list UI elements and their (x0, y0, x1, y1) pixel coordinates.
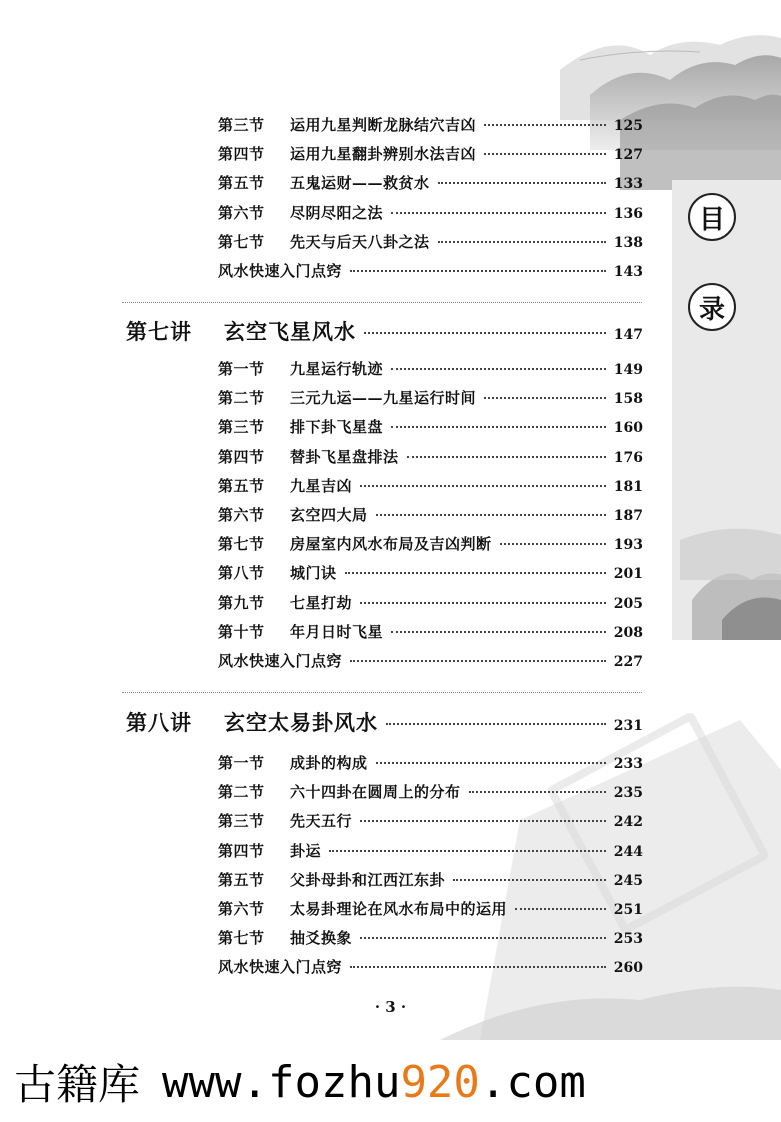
entry-title: 风水快速入门点窍 (218, 958, 343, 977)
dot-leader (391, 426, 606, 428)
chapter-title: 玄空太易卦风水 (224, 710, 378, 735)
entry-title: 九星运行轨迹 (290, 360, 384, 378)
dot-leader (407, 456, 606, 458)
entry-page: 187 (613, 508, 643, 524)
toc-entry[interactable] (218, 956, 643, 978)
section-number: 第四节 (218, 841, 265, 860)
section-number: 第六节 (218, 900, 265, 918)
entry-page: 245 (613, 872, 643, 889)
entry-page: 208 (613, 624, 643, 641)
dot-leader (360, 485, 606, 487)
dot-leader (376, 514, 606, 516)
entry-page: 233 (613, 756, 643, 772)
dot-leader (515, 908, 606, 910)
dot-leader (438, 241, 606, 243)
section-number: 第六节 (218, 203, 265, 222)
watermark-brand-b: 920 (400, 1056, 480, 1108)
section-number: 第十节 (218, 622, 265, 641)
entry-title: 风水快速入门点窍 (218, 652, 343, 670)
entry-title: 运用九星翻卦辨别水法吉凶 (290, 145, 477, 164)
dot-leader (360, 602, 606, 604)
toc-entry[interactable] (218, 231, 643, 253)
toc-entry[interactable] (218, 621, 643, 643)
site-watermark (0, 1052, 781, 1112)
dot-leader (453, 879, 606, 881)
entry-title: 卦运 (290, 841, 322, 860)
toc-entry[interactable] (218, 592, 643, 614)
entry-title: 六十四卦在圆周上的分布 (290, 783, 461, 802)
entry-page: 235 (613, 785, 643, 802)
entry-page: 136 (613, 205, 643, 222)
chapter-heading[interactable] (126, 707, 643, 735)
side-tab-char: 目 (688, 193, 736, 241)
toc-entry[interactable] (218, 752, 643, 774)
dot-leader (391, 368, 606, 370)
entry-page: 125 (613, 118, 643, 134)
entry-title: 运用九星判断龙脉结穴吉凶 (290, 116, 477, 134)
toc-entry[interactable] (218, 504, 643, 526)
entry-page: 251 (613, 902, 643, 918)
toc-entry[interactable] (218, 446, 643, 468)
dot-leader (360, 820, 606, 822)
entry-page: 143 (613, 264, 643, 280)
section-number: 第九节 (218, 593, 265, 612)
section-number: 第二节 (218, 783, 265, 802)
toc-entry[interactable] (218, 562, 643, 584)
dot-leader (484, 397, 606, 399)
entry-page: 201 (613, 566, 643, 583)
entry-page: 253 (613, 931, 643, 948)
toc-entry[interactable] (218, 143, 643, 165)
section-number: 第四节 (218, 447, 265, 466)
entry-title: 排下卦飞星盘 (290, 418, 384, 437)
entry-title: 成卦的构成 (290, 754, 368, 772)
dot-leader (376, 762, 606, 764)
section-number: 第三节 (218, 812, 265, 831)
toc-entry[interactable] (218, 416, 643, 438)
toc-entry[interactable] (218, 358, 643, 380)
entry-page: 242 (613, 814, 643, 831)
watermark-suffix: .com (479, 1056, 586, 1108)
entry-page: 158 (613, 391, 643, 408)
section-number: 第一节 (218, 360, 265, 378)
chapter-number: 第七讲 (126, 319, 192, 344)
toc-entry[interactable] (218, 781, 643, 803)
dot-leader (350, 270, 606, 272)
section-number: 第三节 (218, 116, 265, 134)
page-number: · 3 · (374, 998, 407, 1016)
section-number: 第五节 (218, 476, 265, 495)
section-number: 第一节 (218, 754, 265, 772)
chapter-title: 玄空飞星风水 (224, 319, 356, 344)
dot-leader (364, 332, 606, 334)
chapter-page: 231 (613, 718, 643, 734)
entry-page: 227 (613, 654, 643, 670)
section-number: 第二节 (218, 389, 265, 408)
entry-title: 父卦母卦和江西江东卦 (290, 870, 446, 889)
toc-entry[interactable] (218, 840, 643, 862)
dot-leader (350, 660, 606, 662)
entry-title: 城门诀 (290, 564, 337, 583)
dot-leader (360, 937, 606, 939)
dot-leader (391, 212, 606, 214)
dot-leader (500, 543, 606, 545)
toc-entry[interactable] (218, 898, 643, 920)
toc-entry[interactable] (218, 172, 643, 194)
dot-leader (391, 631, 606, 633)
section-number: 第六节 (218, 506, 265, 524)
watermark-cn: 古籍库 (14, 1060, 141, 1109)
entry-title: 三元九运——九星运行时间 (290, 389, 477, 408)
entry-title: 太易卦理论在风水布局中的运用 (290, 900, 508, 918)
entry-title: 年月日时飞星 (290, 622, 384, 641)
dot-leader (345, 572, 606, 574)
side-tab-char: 录 (688, 283, 736, 331)
toc-entry[interactable] (218, 650, 643, 672)
dot-leader (438, 182, 606, 184)
entry-page: 260 (613, 960, 643, 977)
chapter-number: 第八讲 (126, 710, 192, 735)
entry-page: 244 (613, 843, 643, 860)
entry-title: 风水快速入门点窍 (218, 262, 343, 280)
section-number: 第七节 (218, 535, 265, 554)
toc-entry[interactable] (218, 387, 643, 409)
entry-page: 138 (613, 234, 643, 251)
toc-entry[interactable] (218, 927, 643, 949)
toc-entry[interactable] (218, 114, 643, 136)
entry-page: 181 (613, 478, 643, 495)
entry-title: 先天五行 (290, 812, 353, 831)
section-number: 第八节 (218, 564, 265, 583)
dot-leader (386, 723, 606, 725)
dot-leader (484, 124, 606, 126)
entry-title: 五鬼运财——救贫水 (290, 174, 430, 193)
chapter-divider (122, 692, 642, 693)
entry-title: 九星吉凶 (290, 476, 353, 495)
dot-leader (350, 966, 606, 968)
side-tab-ring-spacer (688, 238, 736, 286)
section-number: 第三节 (218, 418, 265, 437)
toc-entry[interactable] (218, 475, 643, 497)
entry-page: 133 (613, 176, 643, 193)
section-number: 第五节 (218, 174, 265, 193)
toc-entry[interactable] (218, 533, 643, 555)
entry-page: 160 (613, 420, 643, 437)
toc-entry[interactable] (218, 202, 643, 224)
chapter-heading[interactable] (126, 316, 643, 344)
entry-page: 176 (613, 449, 643, 466)
toc-entry[interactable] (218, 869, 643, 891)
dot-leader (469, 791, 606, 793)
entry-title: 替卦飞星盘排法 (290, 447, 399, 466)
entry-title: 房屋室内风水布局及吉凶判断 (290, 535, 492, 554)
section-number: 第七节 (218, 232, 265, 251)
entry-page: 149 (613, 362, 643, 378)
entry-page: 205 (613, 595, 643, 612)
section-number: 第五节 (218, 870, 265, 889)
section-number: 第七节 (218, 929, 265, 948)
entry-page: 193 (613, 537, 643, 554)
toc-entry[interactable] (218, 810, 643, 832)
entry-title: 抽爻换象 (290, 929, 353, 948)
entry-title: 玄空四大局 (290, 506, 368, 524)
watermark-prefix: www. (162, 1056, 268, 1108)
chapter-divider (122, 302, 642, 303)
entry-page: 127 (613, 147, 643, 164)
watermark-brand-a: fozhu (267, 1056, 401, 1108)
entry-title: 先天与后天八卦之法 (290, 232, 430, 251)
entry-title: 七星打劫 (290, 593, 353, 612)
dot-leader (329, 850, 606, 852)
dot-leader (484, 153, 606, 155)
section-number: 第四节 (218, 145, 265, 164)
chapter-page: 147 (613, 327, 643, 343)
toc-entry[interactable] (218, 260, 643, 282)
entry-title: 尽阴尽阳之法 (290, 203, 384, 222)
